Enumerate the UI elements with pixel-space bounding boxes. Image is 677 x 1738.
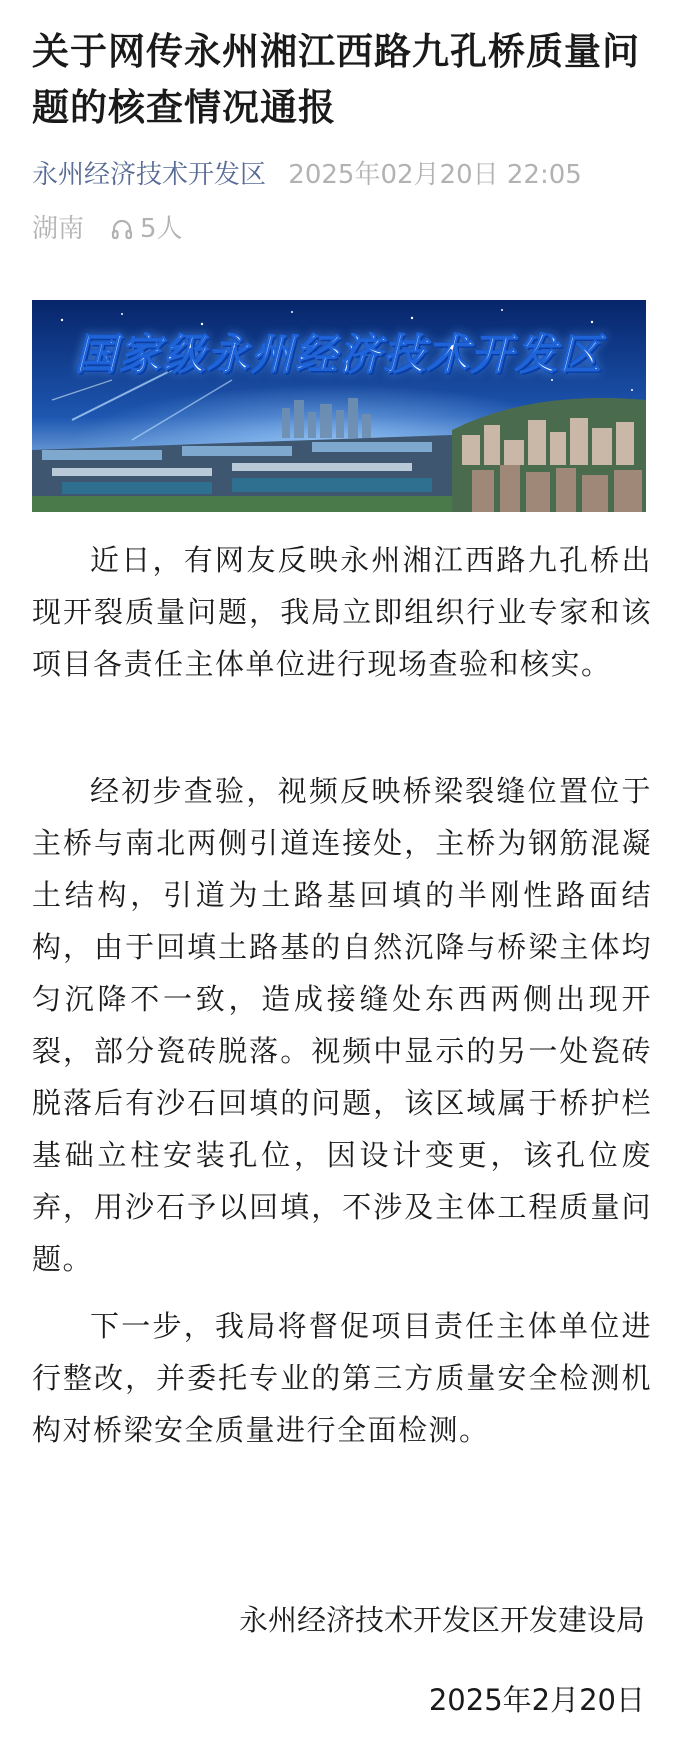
article-meta-secondary xyxy=(32,212,183,246)
publish-time: 2025年02月20日 22:05 xyxy=(288,160,582,190)
listen-count: 5人 xyxy=(140,214,183,244)
listen-button[interactable] xyxy=(110,212,183,246)
headphones-icon xyxy=(110,217,134,241)
account-name-link[interactable]: 永州经济技术开发区 xyxy=(32,160,267,190)
banner-image xyxy=(32,300,646,512)
signature-date: 2025年2月20日 xyxy=(428,1683,645,1717)
location-label: 湖南 xyxy=(32,214,85,244)
signature-organization: 永州经济技术开发区开发建设局 xyxy=(238,1603,645,1637)
paragraph-2: 经初步查验，视频反映桥梁裂缝位置位于主桥与南北两侧引道连接处，主桥为钢筋混凝土结构，引道为土路基回填的半刚性路面结构，由于回填土路基的自然沉降与桥梁主体均匀沉降不一致，造成接缝处东西两侧出现开裂，部分瓷砖脱落。视频中显示的另一处瓷砖脱落后有沙石回填的问题，该区域属于桥护栏基础立柱安装孔位，因设计变更，该孔位废弃，用沙石予以回填，不涉及主体工程质量问题。 xyxy=(32,774,652,1276)
article-meta xyxy=(32,158,582,192)
paragraph-3: 下一步，我局将督促项目责任主体单位进行整改，并委托专业的第三方质量安全检测机构对桥梁安全质量进行全面检测。 xyxy=(32,1309,652,1447)
banner-title: 国家级永州经济技术开发区 xyxy=(74,330,603,379)
article-title: 关于网传永州湘江西路九孔桥质量问题的核查情况通报 xyxy=(32,30,640,129)
paragraph-1: 近日，有网友反映永州湘江西路九孔桥出现开裂质量问题，我局立即组织行业专家和该项目各责任主体单位进行现场查验和核实。 xyxy=(32,543,652,681)
